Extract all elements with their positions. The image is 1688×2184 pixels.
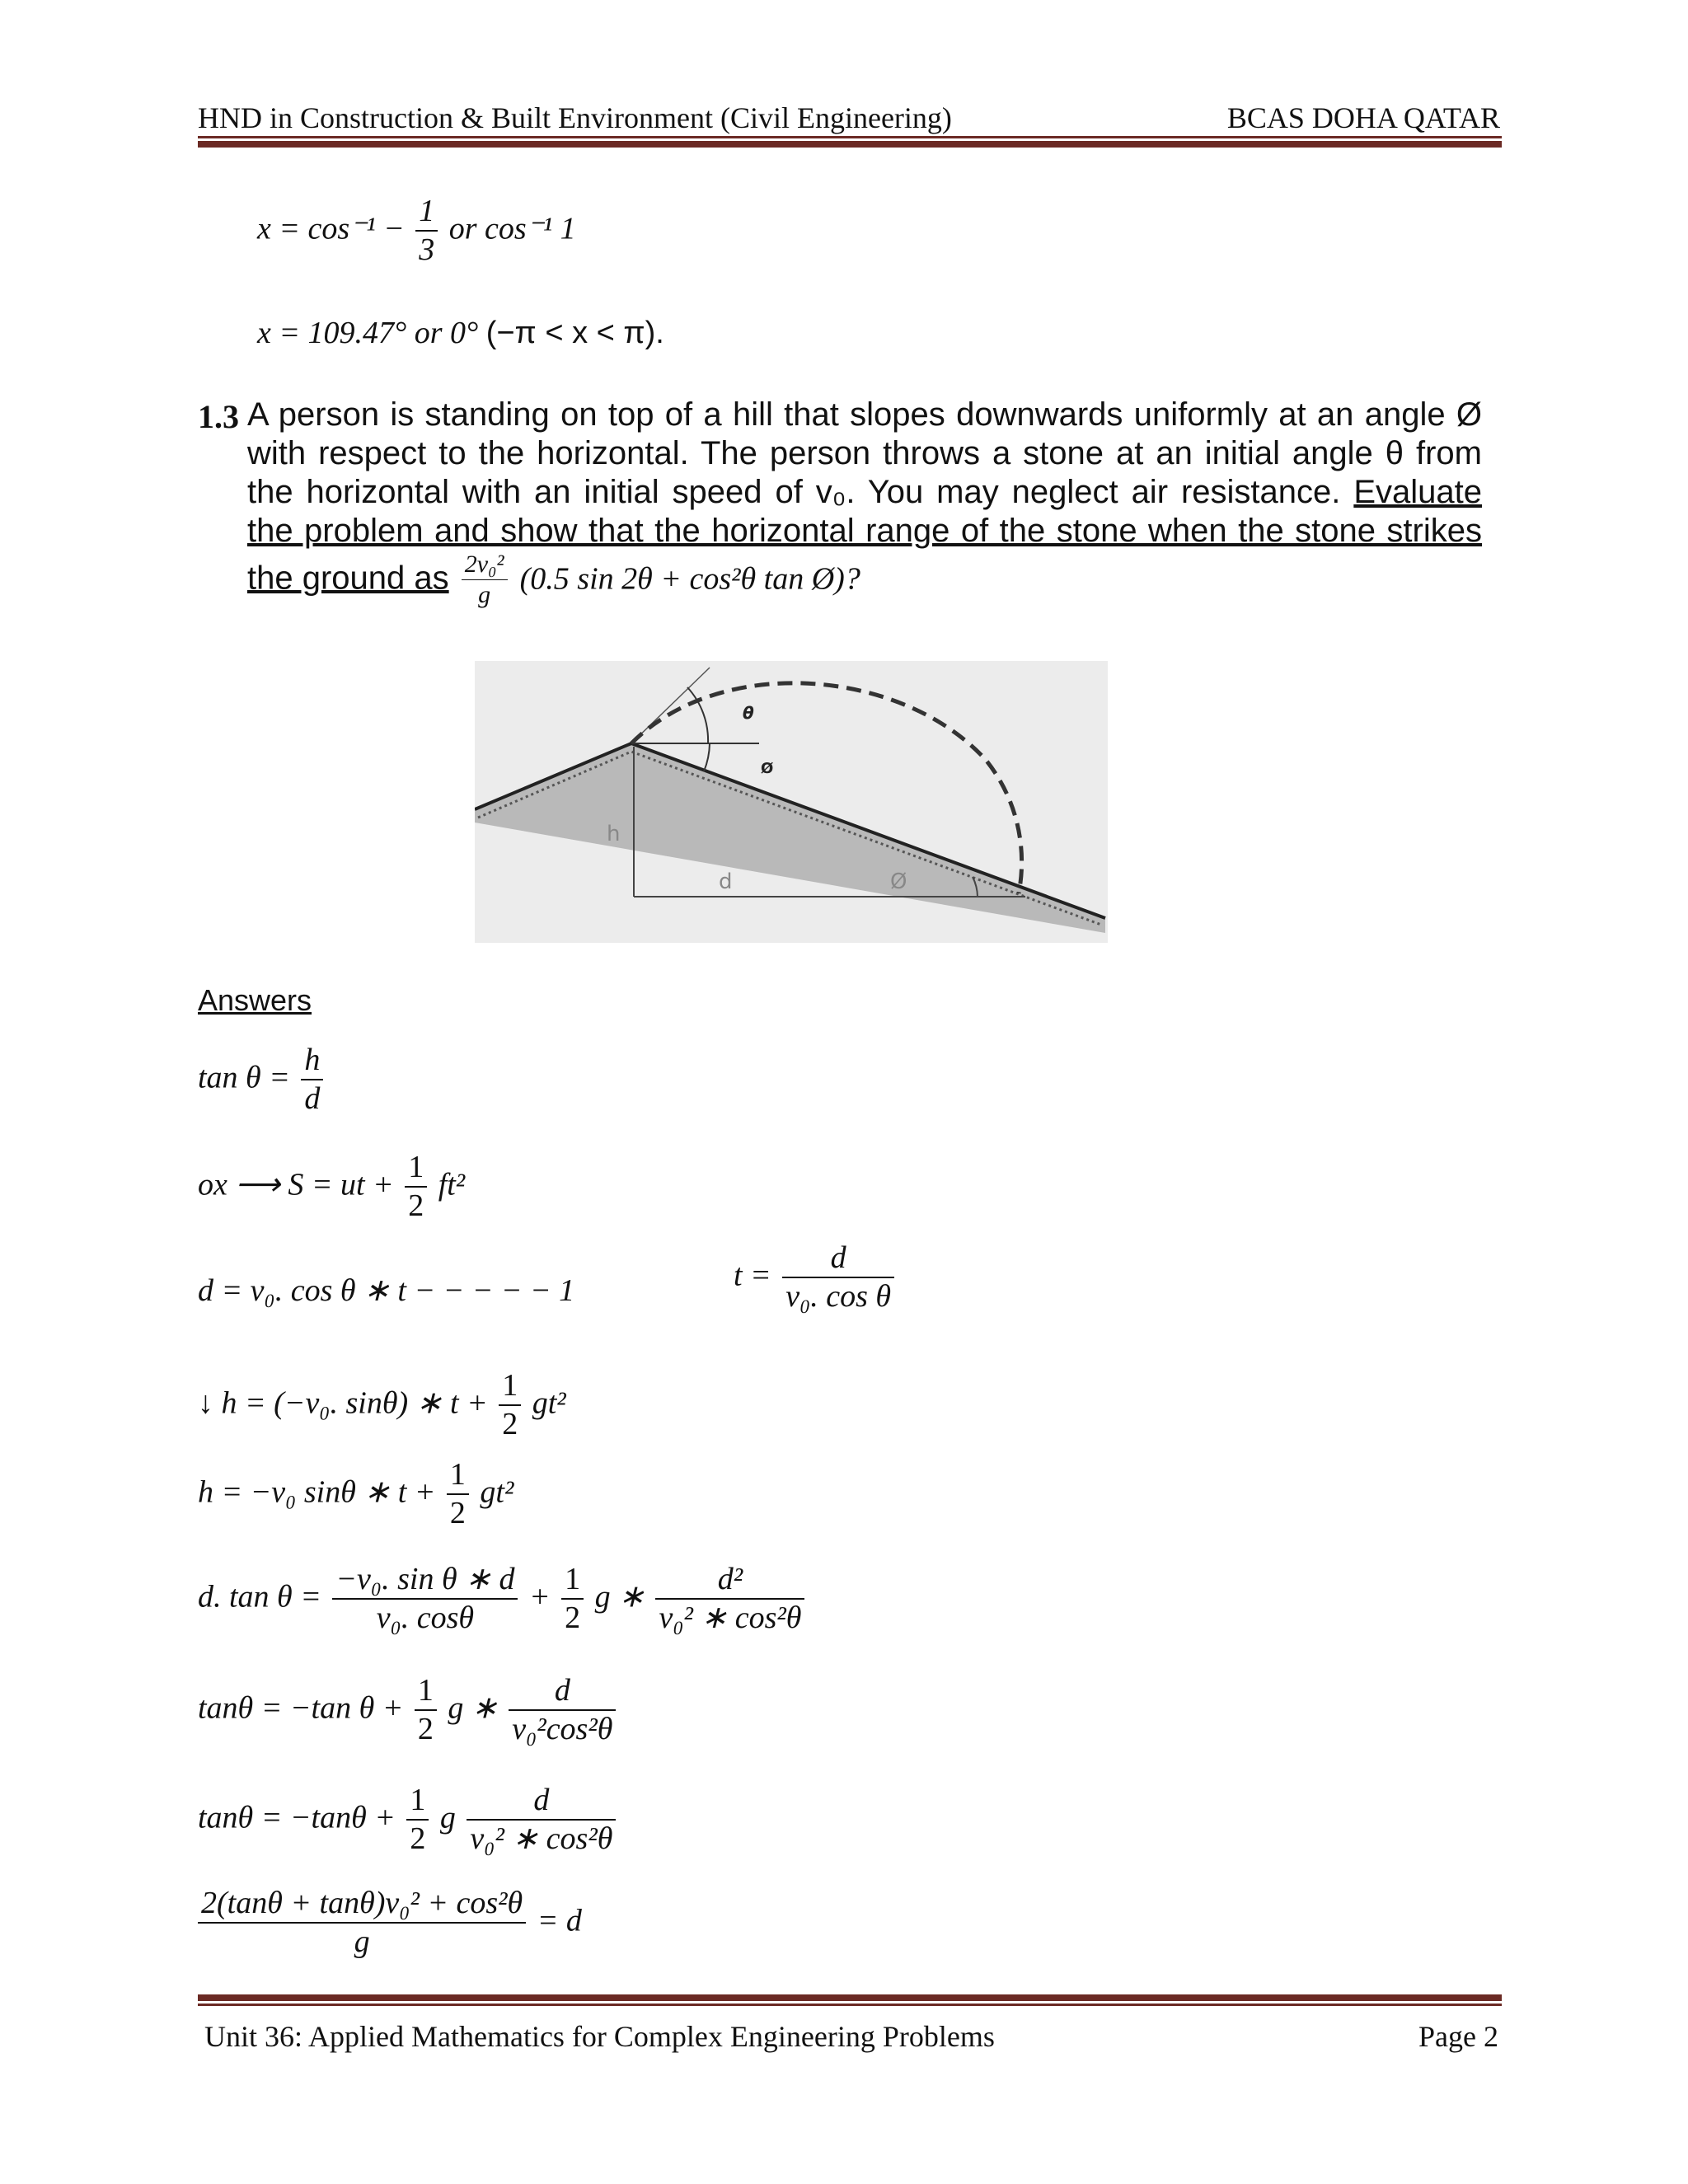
answer-eq-8: tanθ = −tanθ + $\frac{1}{2}$ g $\frac{d}{\text{v₀² ∗ cos²θ}}$ — [198, 1783, 619, 1858]
question-line-5: the ground as $\frac{\text{2v₀²}}{g}$ (0.5 sin 2θ + cos²θ tan Ø)? — [247, 551, 860, 608]
answer-eq-3b-fraction: $\frac{d}{\text{v₀. cos θ}}$ — [782, 1240, 894, 1315]
footer-right: Page 2 — [1418, 2020, 1498, 2053]
answer-eq-6-fraction-1: $\frac{\text{−v₀. sin θ ∗ d}}{\text{v₀. cosθ}}$ — [332, 1562, 518, 1637]
question-line-3: the horizontal with an initial speed of v₀. You may neglect air resistance. Evaluate — [247, 474, 1482, 510]
answer-eq-4-fraction: $\frac{1}{2}$ — [499, 1368, 521, 1443]
prev-eq-1 — [257, 194, 576, 269]
answer-eq-7-fraction-1: $\frac{1}{2}$ — [415, 1673, 437, 1748]
answers-heading: Answers — [198, 983, 312, 1017]
answer-eq-1-fraction: $\frac{h}{d}$ — [301, 1043, 323, 1118]
answer-eq-8-fraction-1: $\frac{1}{2}$ — [406, 1783, 429, 1858]
prev-eq-2 — [257, 315, 664, 351]
question-text — [247, 396, 1482, 551]
header-rule-thick — [198, 141, 1502, 148]
label-h: h — [607, 822, 621, 846]
answer-eq-3: d = v₀. cos θ ∗ t − − − − − 1 — [198, 1273, 575, 1308]
projectile-diagram — [475, 661, 1108, 943]
answer-eq-4: ↓ h = (−v₀. sinθ) ∗ t + $\frac{1}{2}$ gt² — [198, 1368, 566, 1443]
answer-eq-9-fraction: $\frac{\text{2(tanθ + tanθ)v₀² + cos²θ}}{g}$ — [198, 1886, 526, 1961]
question-line-1: A person is standing on top of a hill that slopes downwards uniformly at an angle Ø — [247, 396, 1482, 433]
header-right: BCAS DOHA QATAR — [1226, 101, 1500, 134]
answer-eq-6: d. tan θ = $\frac{\text{−v₀. sin θ ∗ d}}{\text{v₀. cosθ}}$ + $\frac{1}{2}$ g ∗ $\frac{\text{d²}}{\text{v₀² ∗ cos²θ}}$ — [198, 1562, 808, 1637]
question-number: 1.3 — [198, 398, 239, 435]
label-phi: Ø — [890, 869, 907, 894]
footer-rule-thin — [198, 2004, 1502, 2006]
prev-eq-2-range: (−π < x < π). — [485, 316, 664, 350]
answer-eq-7-fraction-2: $\frac{d}{\text{v₀²cos²θ}}$ — [509, 1673, 616, 1748]
answer-eq-7: tanθ = −tan θ + $\frac{1}{2}$ g ∗ $\frac{d}{\text{v₀²cos²θ}}$ — [198, 1673, 619, 1748]
label-phi-small: Ø — [761, 760, 774, 777]
header-rule-thin — [198, 136, 1502, 138]
answer-eq-1: tan θ = $\frac{h}{d}$ — [198, 1043, 326, 1118]
question-line-4: the problem and show that the horizontal range of the stone when the stone strikes — [247, 513, 1482, 549]
prev-eq-2-math: x = 109.47° or 0° — [257, 316, 479, 350]
footer-rule-thick — [198, 1994, 1502, 2001]
prev-eq-1-fraction: $\frac{1}{3}$ — [415, 194, 438, 269]
footer-left: Unit 36: Applied Mathematics for Complex Engineering Problems — [204, 2020, 995, 2053]
label-d: d — [719, 869, 733, 894]
answer-eq-3b: t = $\frac{d}{\text{v₀. cos θ}}$ — [734, 1240, 898, 1315]
prev-eq-1-lhs: x = cos⁻¹ − — [257, 211, 405, 246]
answer-eq-5-fraction: $\frac{1}{2}$ — [447, 1457, 469, 1532]
answer-eq-6-fraction-3: $\frac{\text{d²}}{\text{v₀² ∗ cos²θ}}$ — [655, 1562, 804, 1637]
projectile-figure — [475, 661, 1108, 943]
header-left: HND in Construction & Built Environment (Civil Engineering) — [198, 101, 952, 134]
answer-eq-6-fraction-2: $\frac{1}{2}$ — [561, 1562, 584, 1637]
answer-eq-9: $\frac{\text{2(tanθ + tanθ)v₀² + cos²θ}}{g}$ = d — [198, 1886, 582, 1961]
answer-eq-2-fraction: $\frac{1}{2}$ — [405, 1150, 427, 1225]
answer-eq-5: h = −v₀ sinθ ∗ t + $\frac{1}{2}$ gt² — [198, 1457, 513, 1532]
question-formula-rest: (0.5 sin 2θ + cos²θ tan Ø)? — [519, 561, 860, 597]
prev-eq-1-rhs: or cos⁻¹ 1 — [448, 211, 576, 246]
question-formula-fraction: $\frac{\text{2v₀²}}{g}$ — [462, 551, 508, 610]
label-theta: θ — [743, 703, 754, 723]
answer-eq-8-fraction-2: $\frac{d}{\text{v₀² ∗ cos²θ}}$ — [467, 1783, 616, 1858]
answer-eq-2: ox ⟶ S = ut + $\frac{1}{2}$ ft² — [198, 1150, 465, 1225]
question-line-2: with respect to the horizontal. The person throws a stone at an initial angle θ from — [247, 435, 1482, 471]
